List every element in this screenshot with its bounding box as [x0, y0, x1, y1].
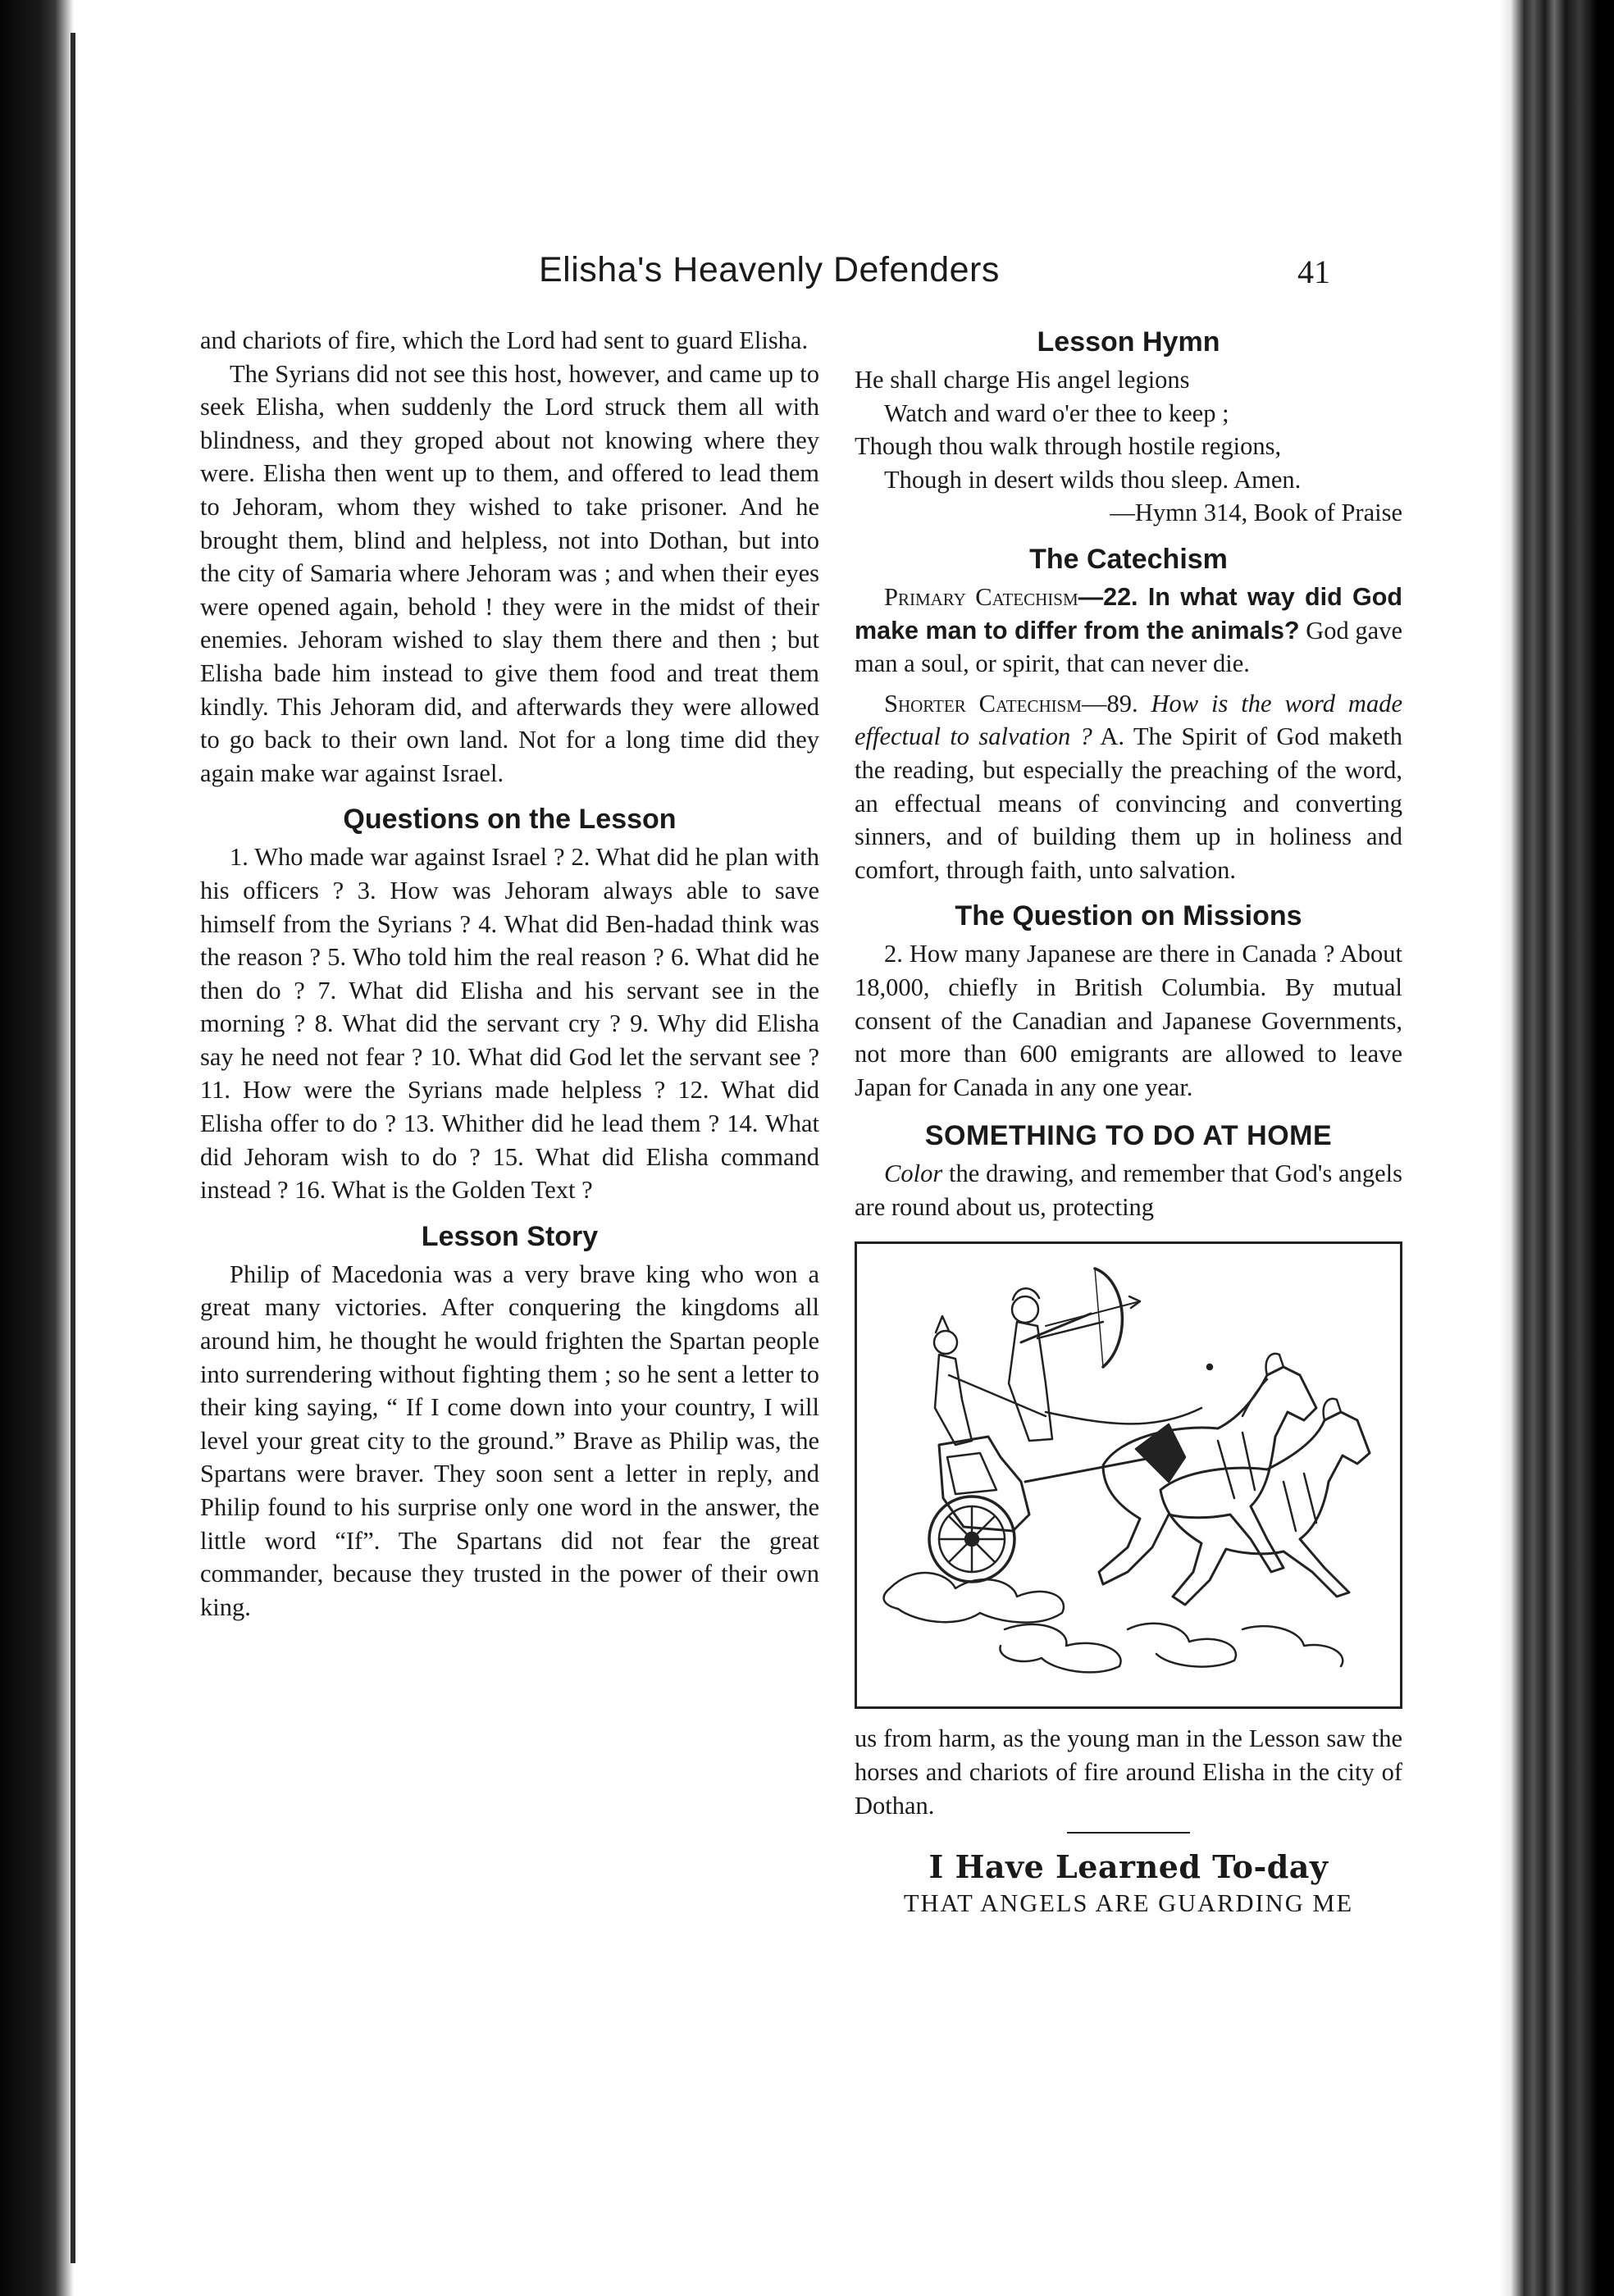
opening-paragraph: The Syrians did not see this host, however, and came up to seek Elisha, when suddenly the Lord struck them all with blindness, and they groped about not knowing where they were. Elisha then went up to them, and offered to lead them to Jehoram, whom they wished to take prisoner. And he brought them, blind and helpless, not into Dothan, but into the city of Samaria where Jehoram was ; and when their eyes were opened again, behold ! they were in the midst of their enemies. Jehoram wished to slay them there and then ; but Elisha bade him instead to give them food and treat them kindly. This Jehoram did, and afterwards they were allowed to go back to their own land. Not for a long time did they again make war against Israel.	[200, 359, 819, 787]
questions-heading: Questions on the Lesson	[343, 804, 677, 836]
home-intro-color: Color	[884, 1159, 943, 1188]
story-heading: Lesson Story	[421, 1220, 599, 1252]
scan-left-border	[0, 0, 74, 2296]
shorter-catechism-question: How is the word made effectual to salvation ?	[855, 689, 1402, 751]
chariot-illustration	[855, 1241, 1402, 1709]
primary-catechism-question: —22. In what way did God make man to differ from the animals?	[855, 582, 1402, 645]
home-after-illustration: us from harm, as the young man in the Lesson saw the horses and chariots of fire around Elisha in the city of Dothan.	[855, 1724, 1402, 1820]
opening-paragraph-continued: and chariots of fire, which the Lord had sent to guard Elisha.	[200, 326, 809, 354]
shorter-catechism-label: Shorter Catechism	[884, 689, 1082, 718]
learned-text: THAT ANGELS ARE GUARDING ME	[903, 1889, 1354, 1918]
page-number: 41	[1297, 253, 1330, 290]
missions-heading: The Question on Missions	[955, 900, 1302, 932]
primary-catechism	[855, 581, 1402, 681]
hymn-line: Watch and ward o'er thee to keep ;	[884, 399, 1229, 427]
hymn-heading: Lesson Hymn	[1037, 326, 1220, 358]
home-intro-rest: the drawing, and remember that God's angels are round about us, protecting	[855, 1159, 1402, 1221]
chariot-drawing	[857, 1244, 1400, 1706]
story-text: Philip of Macedonia was a very brave king who won a great many victories. After conquering the kingdoms all around him, he thought he would frighten the Spartan people into surrendering without fighting them ; so he sent a letter to their king saying, “ If I come down into your country, I will level your great city to the ground.” Brave as Philip was, the Spartans were braver. They soon sent a letter in reply, and Philip found to his surprise only one word in the answer, the little word “If”. The Spartans did not fear the great commander, because they trusted in the power of their own king.	[200, 1260, 819, 1621]
hymn-line: Though in desert wilds thou sleep. Amen.	[884, 465, 1302, 494]
page	[75, 0, 1499, 2296]
home-intro	[855, 1157, 1402, 1223]
hymn-line: He shall charge His angel legions	[855, 366, 1190, 394]
running-head: Elisha's Heavenly Defenders	[539, 250, 1000, 289]
missions-text: 2. How many Japanese are there in Canada ? About 18,000, chiefly in British Columbia. By mutual consent of the Canadian and Japanese Governments, not more than 600 emigrants are allowed to leave Japan for Canada in any one year.	[855, 940, 1402, 1101]
hymn-attribution: —Hymn 314, Book of Praise	[1110, 499, 1402, 527]
right-column	[855, 324, 1402, 1920]
shorter-catechism-number: —89.	[1081, 689, 1151, 718]
shorter-catechism	[855, 687, 1402, 887]
scan-right-border	[1499, 0, 1614, 2296]
section-rule	[1067, 1832, 1190, 1834]
shorter-catechism-answer: A. The Spirit of God maketh the reading, but especially the preaching of the word, an effectual means of convincing and converting sinners, and of building them up in holiness and comfort, through faith, unto salvation.	[855, 722, 1402, 884]
questions-text: 1. Who made war against Israel ? 2. What did he plan with his officers ? 3. How was Jehoram always able to save himself from the Syrians ? 4. What did Ben-hadad think was the reason ? 5. Who told him the real reason ? 6. What did he then do ? 7. What did Elisha and his servant see in the morning ? 8. What did the servant cry ? 9. Why did Elisha say he need not fear ? 10. What did God let the servant see ? 11. How were the Syrians made helpless ? 12. What did Elisha offer to do ? 13. Whither did he lead them ? 14. What did Jehoram wish to do ? 15. What did Elisha command instead ? 16. What is the Golden Text ?	[200, 843, 819, 1205]
hymn-line: Though thou walk through hostile regions,	[855, 432, 1282, 461]
home-heading: SOMETHING TO DO AT HOME	[924, 1120, 1333, 1152]
catechism-heading: The Catechism	[1029, 543, 1228, 575]
learned-heading: I Have Learned To-day	[928, 1848, 1329, 1886]
primary-catechism-label: Primary Catechism	[884, 582, 1078, 611]
primary-catechism-answer: God gave man a soul, or spirit, that can never die.	[855, 616, 1403, 678]
left-column	[200, 324, 819, 1624]
